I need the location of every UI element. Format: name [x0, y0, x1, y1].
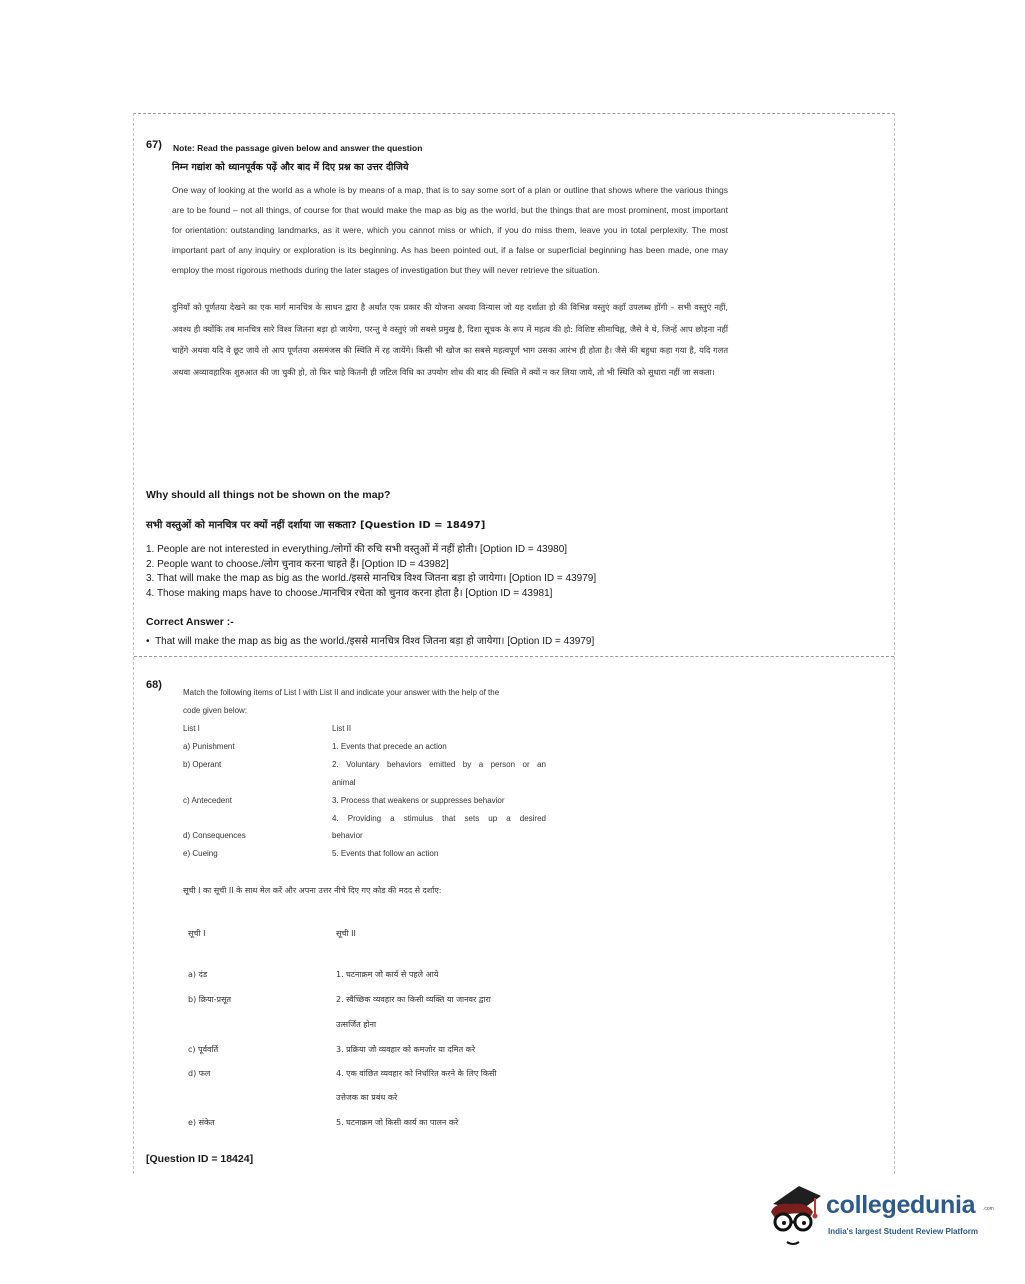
question-67-options — [146, 543, 596, 601]
option-1: 1. People are not interested in everything./लोगों की रुचि सभी वस्तुओं में नहीं होती। [Option ID = 43980] — [146, 544, 568, 555]
hindi-list1-item: a) दंड — [188, 970, 208, 979]
correct-answer-label: Correct Answer :- — [146, 616, 234, 628]
question-sheet — [133, 113, 895, 1174]
option-3: 3. That will make the map as big as the world./इससे मानचित्र विश्व जितना बड़ा हो जायेगा। [Option ID = 43979] — [146, 573, 597, 585]
list2-item: 3. Process that weakens or suppresses behavior — [332, 796, 505, 805]
hindi-list2-item: 1. घटनाक्रम जो कार्य से पहले आये — [336, 970, 439, 979]
hindi-list1-item: c) पूर्ववर्ति — [188, 1045, 219, 1054]
question-67-text-english: Why should all things not be shown on the map? — [146, 489, 391, 501]
question-68-intro-line1: Match the following items of List I with List II and indicate your answer with the help of the — [183, 688, 500, 697]
hindi-list2-item-continued: उत्सर्जित होना — [336, 1020, 377, 1029]
option-2: 2. People want to choose./लोग चुनाव करना चाहते हैं। [Option ID = 43982] — [146, 558, 449, 570]
hindi-list1-item: d) फल — [188, 1069, 211, 1078]
correct-answer-text: That will make the map as big as the world./इससे मानचित्र विश्व जितना बड़ा हो जायेगा। [Option ID = 43979] — [155, 636, 595, 647]
passage-hindi: दुनियाँ को पूर्णतया देखने का एक मार्ग मानचित्र के साधन द्वारा है अर्थात एक प्रकार की योजना अथवा विन्यास जो यह दर्शाता हो की विभिन्न वस्तुएं कहाँ उपलब्ध होंगी – सभी वस्तुएं नहीं, अवश्य ही क्योंकि तब मानचित्र सारे विश्व जितना बड़ा हो जायेगा, परन्तु वे वस्तुएं जो सबसे प्रमुख है, दिशा सूचक के रूप में महत्व की हो: विशिष्ट सीमाचिह्न, जैसे वे थे, जिन्हें आप छोड़ना नहीं चाहेंगे अथवा यदि वे छूट जाये तो आप पूर्णतया असमंजस की स्थिति में रह जायेंगे। किसी भी खोज का सबसे महत्वपूर्ण भाग उसका आरंभ ही होता है। जैसे की बहुधा कहा गया है, यदि गलत अथवा अव्यावहारिक शुरुआत की जा चुकी हो, तो फिर चाहे कितनी ही जटिल विधि का उपयोग शोध की बाद की स्थिति में क्यों न कर लिया जाये, तो भी स्थिति को सुधारा नहीं जा सकता। — [172, 302, 728, 377]
hindi-list1-item: b) क्रिया-प्रसूत — [188, 995, 232, 1004]
question-divider — [134, 656, 894, 657]
question-68-number: 68) — [146, 679, 162, 691]
question-68-intro-line2: code given below: — [183, 706, 248, 715]
list1-item: b) Operant — [183, 760, 222, 769]
hindi-list2-item: 2. स्वैच्छिक व्यवहार का किसी व्यक्ति या जानवर द्वारा — [336, 995, 491, 1004]
hindi-list2-item: 5. घटनाक्रम जो किसी कार्य का पालन करे — [336, 1118, 459, 1127]
list1-item: e) Cueing — [183, 849, 218, 858]
list2-item: 5. Events that follow an action — [332, 849, 439, 858]
hindi-list2-header: सूची II — [336, 929, 356, 938]
list2-item: 4. Providing a stimulus that sets up a desired — [332, 814, 546, 823]
list2-item-continued: animal — [332, 778, 356, 787]
hindi-list2-item: 3. प्रक्रिया जो व्यवहार को कमजोर या दमित करे — [336, 1045, 476, 1054]
brand-tagline: India's largest Student Review Platform — [828, 1227, 978, 1236]
list1-item: d) Consequences — [183, 831, 246, 840]
brand-domain: .com — [983, 1206, 994, 1212]
list1-item: a) Punishment — [183, 742, 235, 751]
option-4: 4. Those making maps have to choose./मानचित्र रचेता को चुनाव करना होता है। [Option ID = 43981] — [146, 587, 553, 599]
list1-item: c) Antecedent — [183, 796, 232, 805]
bullet-icon: • — [146, 636, 156, 647]
question-68-id: [Question ID = 18424] — [146, 1153, 254, 1165]
list2-item: 1. Events that precede an action — [332, 742, 447, 751]
hindi-list2-item: 4. एक वांछित व्यवहार को निर्धारित करने के लिए किसी — [336, 1069, 497, 1078]
hindi-intro: सूची I का सूची II के साथ मेल करें और अपना उत्तर नीचे दिए गए कोड की मदद से दर्शाए: — [183, 886, 442, 895]
graduate-mascot-icon — [765, 1180, 827, 1248]
list2-item-continued: behavior — [332, 831, 363, 840]
brand-name: collegedunia — [826, 1191, 976, 1219]
collegedunia-mascot-logo — [765, 1180, 827, 1248]
correct-answer-row — [146, 633, 594, 647]
hindi-list1-header: सूची I — [188, 929, 206, 938]
list1-header: List I — [183, 724, 200, 733]
question-67-text-hindi: सभी वस्तुओं को मानचित्र पर क्यों नहीं दर्शाया जा सकता? [Question ID = 18497] — [146, 520, 486, 531]
hindi-list1-item: e) संकेत — [188, 1118, 215, 1127]
hindi-instruction: निम्न गद्यांश को ध्यानपूर्वक पढ़ें और बाद में दिए प्रश्न का उत्तर दीजिये — [172, 162, 409, 173]
passage-note: Note: Read the passage given below and answer the question — [173, 143, 423, 153]
passage-english: One way of looking at the world as a whole is by means of a map, that is to say some sort of a plan or outline that shows where the various things are to be found – not all things, of course for that would make the map as big as the world, but the things that are most prominent, most important for orientation: outstanding landmarks, as it were, which you cannot miss or which, if you do miss them, leave you in total perplexity. The most important part of any inquiry or exploration is its beginning. As has been pointed out, if a false or superficial beginning has been made, one may employ the most rigorous methods during the later stages of investigation but they will never retrieve the situation. — [172, 185, 728, 275]
list2-header: List II — [332, 724, 352, 733]
hindi-list2-item-continued: उत्तेजक का प्रबंध करे — [336, 1093, 398, 1102]
question-67-number: 67) — [146, 139, 162, 151]
list2-item: 2. Voluntary behaviors emitted by a person or an — [332, 760, 546, 769]
